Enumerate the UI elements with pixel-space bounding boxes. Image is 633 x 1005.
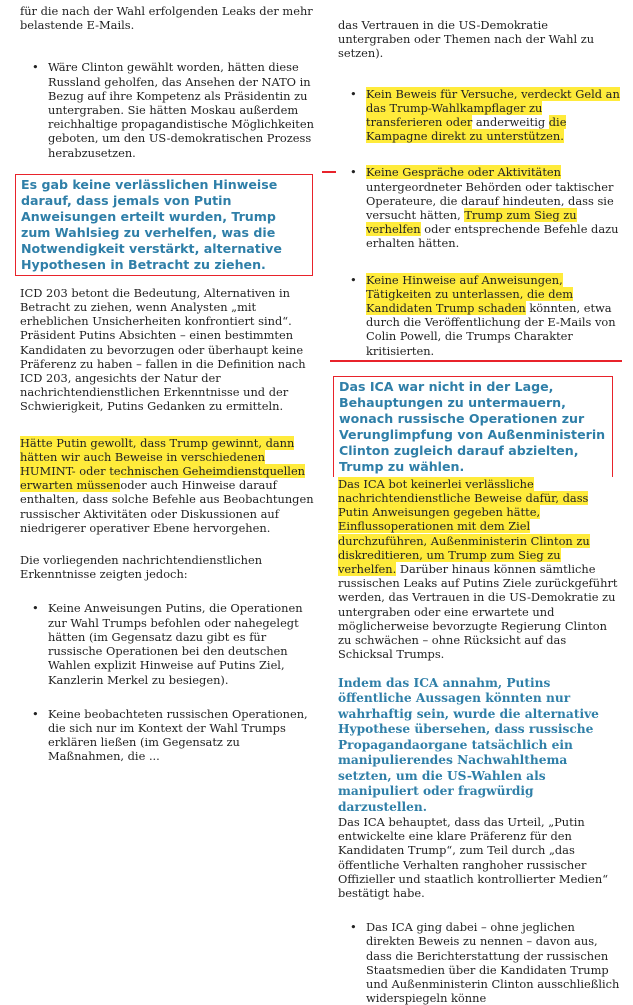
highlighted-text: Keine Hinweise auf Anweisungen, Tätigkeiten zu unterlassen, die dem Kandidaten Trump schaden <box>366 272 574 316</box>
behauptet-paragraph: Das ICA behauptet, dass das Urteil, „Putin entwickelte eine klare Präferenz für den Kandidaten Trump“, zum Teil durch „das öffentliche Verhalten ranghoher russischer Offizieller und staatlich kontrollierter Medien“ bestätigt habe. <box>338 815 609 901</box>
bullet-kein-beweis <box>338 87 622 144</box>
bullet-keine-anweisungen: • Keine Anweisungen Putins, die Operationen zur Wahl Trumps befohlen oder nahegelegt hätten (im Gegensatz dazu gibt es für russische Operationen bei den deutschen Wahlen explizit Hinweise auf Putins Ziel, Kanzlerin Merkel zu besiegen). <box>20 601 315 686</box>
right-boxed-heading <box>333 376 613 477</box>
heading-ica-unable: Das ICA war nicht in der Lage, Behauptungen zu untermauern, wonach russische Operationen zur Verunglimpfung von Außenministerin Clinton zugleich darauf abzielten, Trump zu wählen. <box>339 378 606 474</box>
bullet-ica-dabei: • Das ICA ging dabei – ohne jeglichen direkten Beweis zu nennen – davon aus, dass die Berichterstattung der russischen Staatsmedien über die Kandidaten Trump und Außenministerin Clinton ausschließlich widerspiegeln könne <box>338 920 622 1005</box>
annotation-line <box>330 360 622 362</box>
highlighted-text: die Kampagne direkt zu unterstützen. <box>366 115 567 144</box>
highlighted-text: Kein Beweis für Versuche, verdeckt Geld an das Trump-Wahlkampflager zu transferieren oder <box>366 86 620 130</box>
top-paragraph: das Vertrauen in die US-Demokratie untergraben oder Themen nach der Wahl zu setzen). <box>338 18 595 61</box>
intro-paragraph: für die nach der Wahl erfolgenden Leaks der mehr belastende E-Mails. <box>20 4 313 33</box>
bullet-clinton: • Wäre Clinton gewählt worden, hätten diese Russland geholfen, das Ansehen der NATO in Bezug auf ihre Kompetenz als Präsidentin zu untergraben. Sie hätten Moskau außerdem reichhaltige propagandistische Möglichkeiten geboten, um den US-demokratischen Prozess herabzusetzen. <box>20 60 315 159</box>
ica-paragraph <box>338 477 622 662</box>
heading-no-evidence: Es gab keine verlässlichen Hinweise darauf, dass jemals von Putin Anweisungen erteilt wurden, Trump zum Wahlsieg zu verhelfen, was die Notwendigkeit verstärkt, alternative Hypothesen in Betracht zu ziehen. <box>21 176 282 272</box>
hatte-paragraph <box>20 436 315 535</box>
paragraph-rest: Darüber hinaus können sämtliche russischen Leaks auf Putins Ziele zurückgeführt werden, das Vertrauen in die US-Demokratie zu untergraben oder eine erwartete und möglicherweise bevorzugte Regierung Clinton zu schwächen – ohne Rücksicht auf das Schicksal Trumps. <box>338 562 618 662</box>
heading-alternative-hypothesis: Indem das ICA annahm, Putins öffentliche Aussagen könnten nur wahrhaftig sein, wurde die alternative Hypothese übersehen, dass russische Propagandaorgane tatsächlich ein manipulierendes Nachwahlthema setzten, um die US-Wahlen als manipuliert oder fragwürdig darzustellen. <box>338 675 599 814</box>
bullet-keine-operationen: • Keine beobachteten russischen Operationen, die sich nur im Kontext der Wahl Trumps erklären ließen (im Gegensatz zu Maßnahmen, die ... <box>20 707 315 764</box>
annotation-line <box>322 171 336 173</box>
bullet-keine-gespraeche <box>338 165 622 250</box>
highlighted-text: Keine Gespräche oder Aktivitäten <box>366 165 561 180</box>
bullet-keine-hinweise <box>338 273 622 358</box>
putin-intent-paragraph: Präsident Putins Absichten – einen bestimmten Kandidaten zu bevorzugen oder überhaupt keine Präferenz zu haben – fallen in die Definition nach ICD 203, angesichts der Natur der nachrichtendienstlichen Erkenntnisse und der Schwierigkeit, Putins Gedanken zu ermitteln. <box>20 328 306 414</box>
bullet-text: anderweitig <box>472 115 549 130</box>
bullet-text: könnten, etwa durch die Veröffentlichung der E-Mails von Colin Powell, die Trumps Charakter kritisierten. <box>366 301 616 358</box>
vorliegend-paragraph: Die vorliegenden nachrichtendienstlichen Erkenntnisse zeigten jedoch: <box>20 553 263 582</box>
paragraph-rest: oder auch Hinweise darauf enthalten, dass solche Befehle aus Beobachtungen russischer Aktivitäten oder Diskussionen auf niedrigerer operativer Ebene hervorgehen. <box>20 478 314 535</box>
left-column <box>20 0 315 764</box>
highlighted-text: Das ICA bot keinerlei verlässliche nachrichtendienstliche Beweise dafür, dass Putin Anweisungen gegeben hätte, Einflussoperationen mit dem Ziel durchzuführen, Außenministerin Clinton zu diskreditieren, um Trump zum Sieg zu verhelfen. <box>338 476 590 577</box>
left-boxed-heading <box>15 174 313 276</box>
highlighted-text: Trump zum Sieg zu verhelfen <box>366 208 577 237</box>
right-column <box>338 0 622 1005</box>
highlighted-text: Hätte Putin gewollt, dass Trump gewinnt, dann hätten wir auch Beweise in verschiedenen HUMINT- oder technischen Geheimdienstquellen erwarten müssen <box>20 435 306 493</box>
bullet-text: oder entsprechende Befehle dazu erhalten hätten. <box>366 222 619 251</box>
bullet-text: untergeordneter Behörden oder taktischer Operateure, die darauf hindeuten, dass sie versucht hätten, <box>366 179 614 223</box>
icd-paragraph: ICD 203 betont die Bedeutung, Alternativen in Betracht zu ziehen, wenn Analysten „mit erheblichen Unsicherheiten konfrontiert sind“. <box>20 285 292 329</box>
